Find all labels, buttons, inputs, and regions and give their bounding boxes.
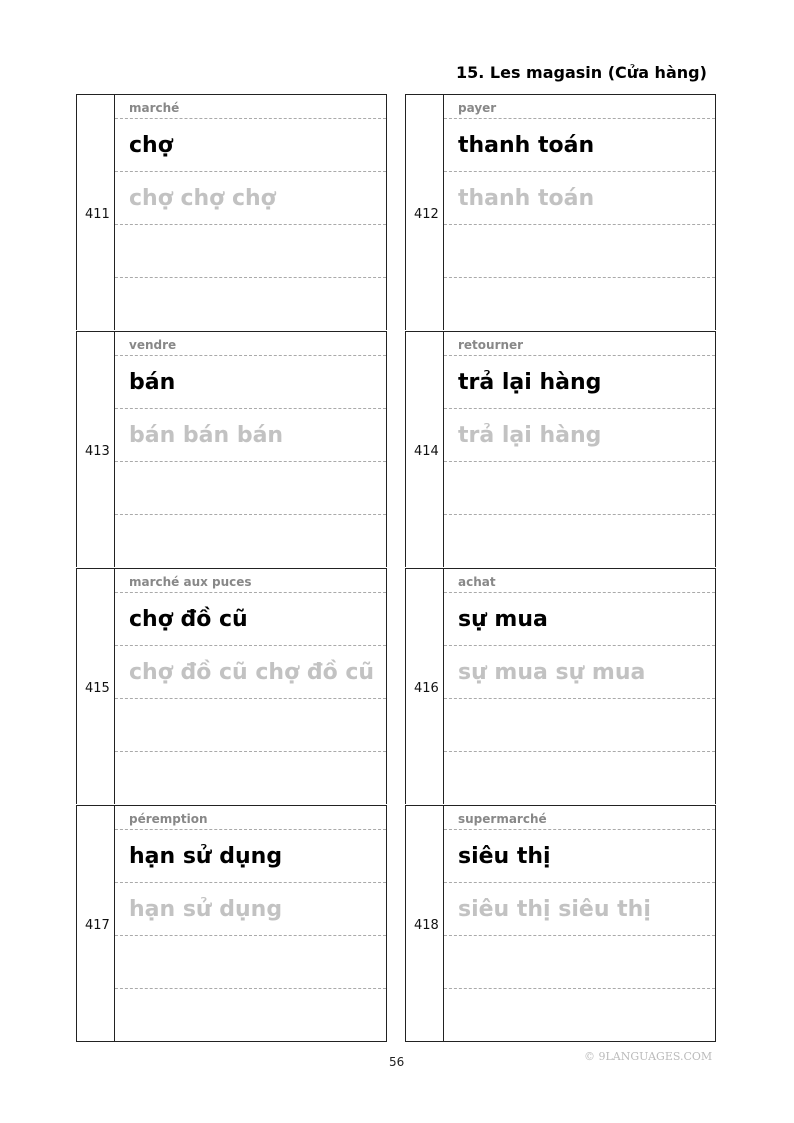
blank-writing-line [444,752,715,805]
vocab-card [405,805,716,1041]
bottom-divider-right [405,1041,716,1042]
tracing-line: siêu thị siêu thị [444,883,715,936]
blank-writing-line [115,752,386,805]
vietnamese-word: thanh toán [444,119,715,172]
vocab-card [405,568,716,804]
blank-writing-line [115,278,386,331]
blank-writing-line [444,278,715,331]
vocab-card [405,94,716,330]
french-gloss: achat [444,569,715,593]
blank-writing-line [444,225,715,278]
entry-number: 416 [414,681,439,696]
entry-number: 413 [85,444,110,459]
entry-number-column [406,569,444,804]
french-gloss: supermarché [444,806,715,830]
vocab-card [76,568,387,804]
copyright-notice: © 9LANGUAGES.COM [584,1050,713,1063]
tracing-line: chợ đồ cũ chợ đồ cũ [115,646,386,699]
vietnamese-word: hạn sử dụng [115,830,386,883]
vietnamese-word: sự mua [444,593,715,646]
entry-number-column [77,332,115,567]
vietnamese-word: siêu thị [444,830,715,883]
vietnamese-word: chợ [115,119,386,172]
entry-number: 415 [85,681,110,696]
entry-number-column [406,95,444,330]
french-gloss: marché [115,95,386,119]
french-gloss: retourner [444,332,715,356]
tracing-line: chợ chợ chợ [115,172,386,225]
bottom-divider-left [76,1041,387,1042]
entry-number-column [77,95,115,330]
vocab-card [405,331,716,567]
tracing-line: trả lại hàng [444,409,715,462]
tracing-line: thanh toán [444,172,715,225]
tracing-line: hạn sử dụng [115,883,386,936]
blank-writing-line [115,225,386,278]
page-title: 15. Les magasin (Cửa hàng) [456,63,707,82]
entry-number: 411 [85,207,110,222]
blank-writing-line [444,515,715,568]
french-gloss: vendre [115,332,386,356]
entry-number: 418 [414,918,439,933]
tracing-line: bán bán bán [115,409,386,462]
vocab-card [76,331,387,567]
blank-writing-line [444,989,715,1042]
vocab-card [76,94,387,330]
tracing-line: sự mua sự mua [444,646,715,699]
entry-number-column [77,569,115,804]
blank-writing-line [115,462,386,515]
vietnamese-word: bán [115,356,386,409]
entry-number: 412 [414,207,439,222]
blank-writing-line [115,936,386,989]
french-gloss: marché aux puces [115,569,386,593]
blank-writing-line [444,462,715,515]
vietnamese-word: trả lại hàng [444,356,715,409]
entry-number: 414 [414,444,439,459]
page-number: 56 [389,1055,405,1069]
blank-writing-line [115,699,386,752]
vietnamese-word: chợ đồ cũ [115,593,386,646]
blank-writing-line [444,699,715,752]
blank-writing-line [444,936,715,989]
entry-number-column [77,806,115,1041]
vocab-card [76,805,387,1041]
blank-writing-line [115,515,386,568]
entry-number-column [406,332,444,567]
french-gloss: payer [444,95,715,119]
entry-number-column [406,806,444,1041]
entry-number: 417 [85,918,110,933]
blank-writing-line [115,989,386,1042]
french-gloss: péremption [115,806,386,830]
